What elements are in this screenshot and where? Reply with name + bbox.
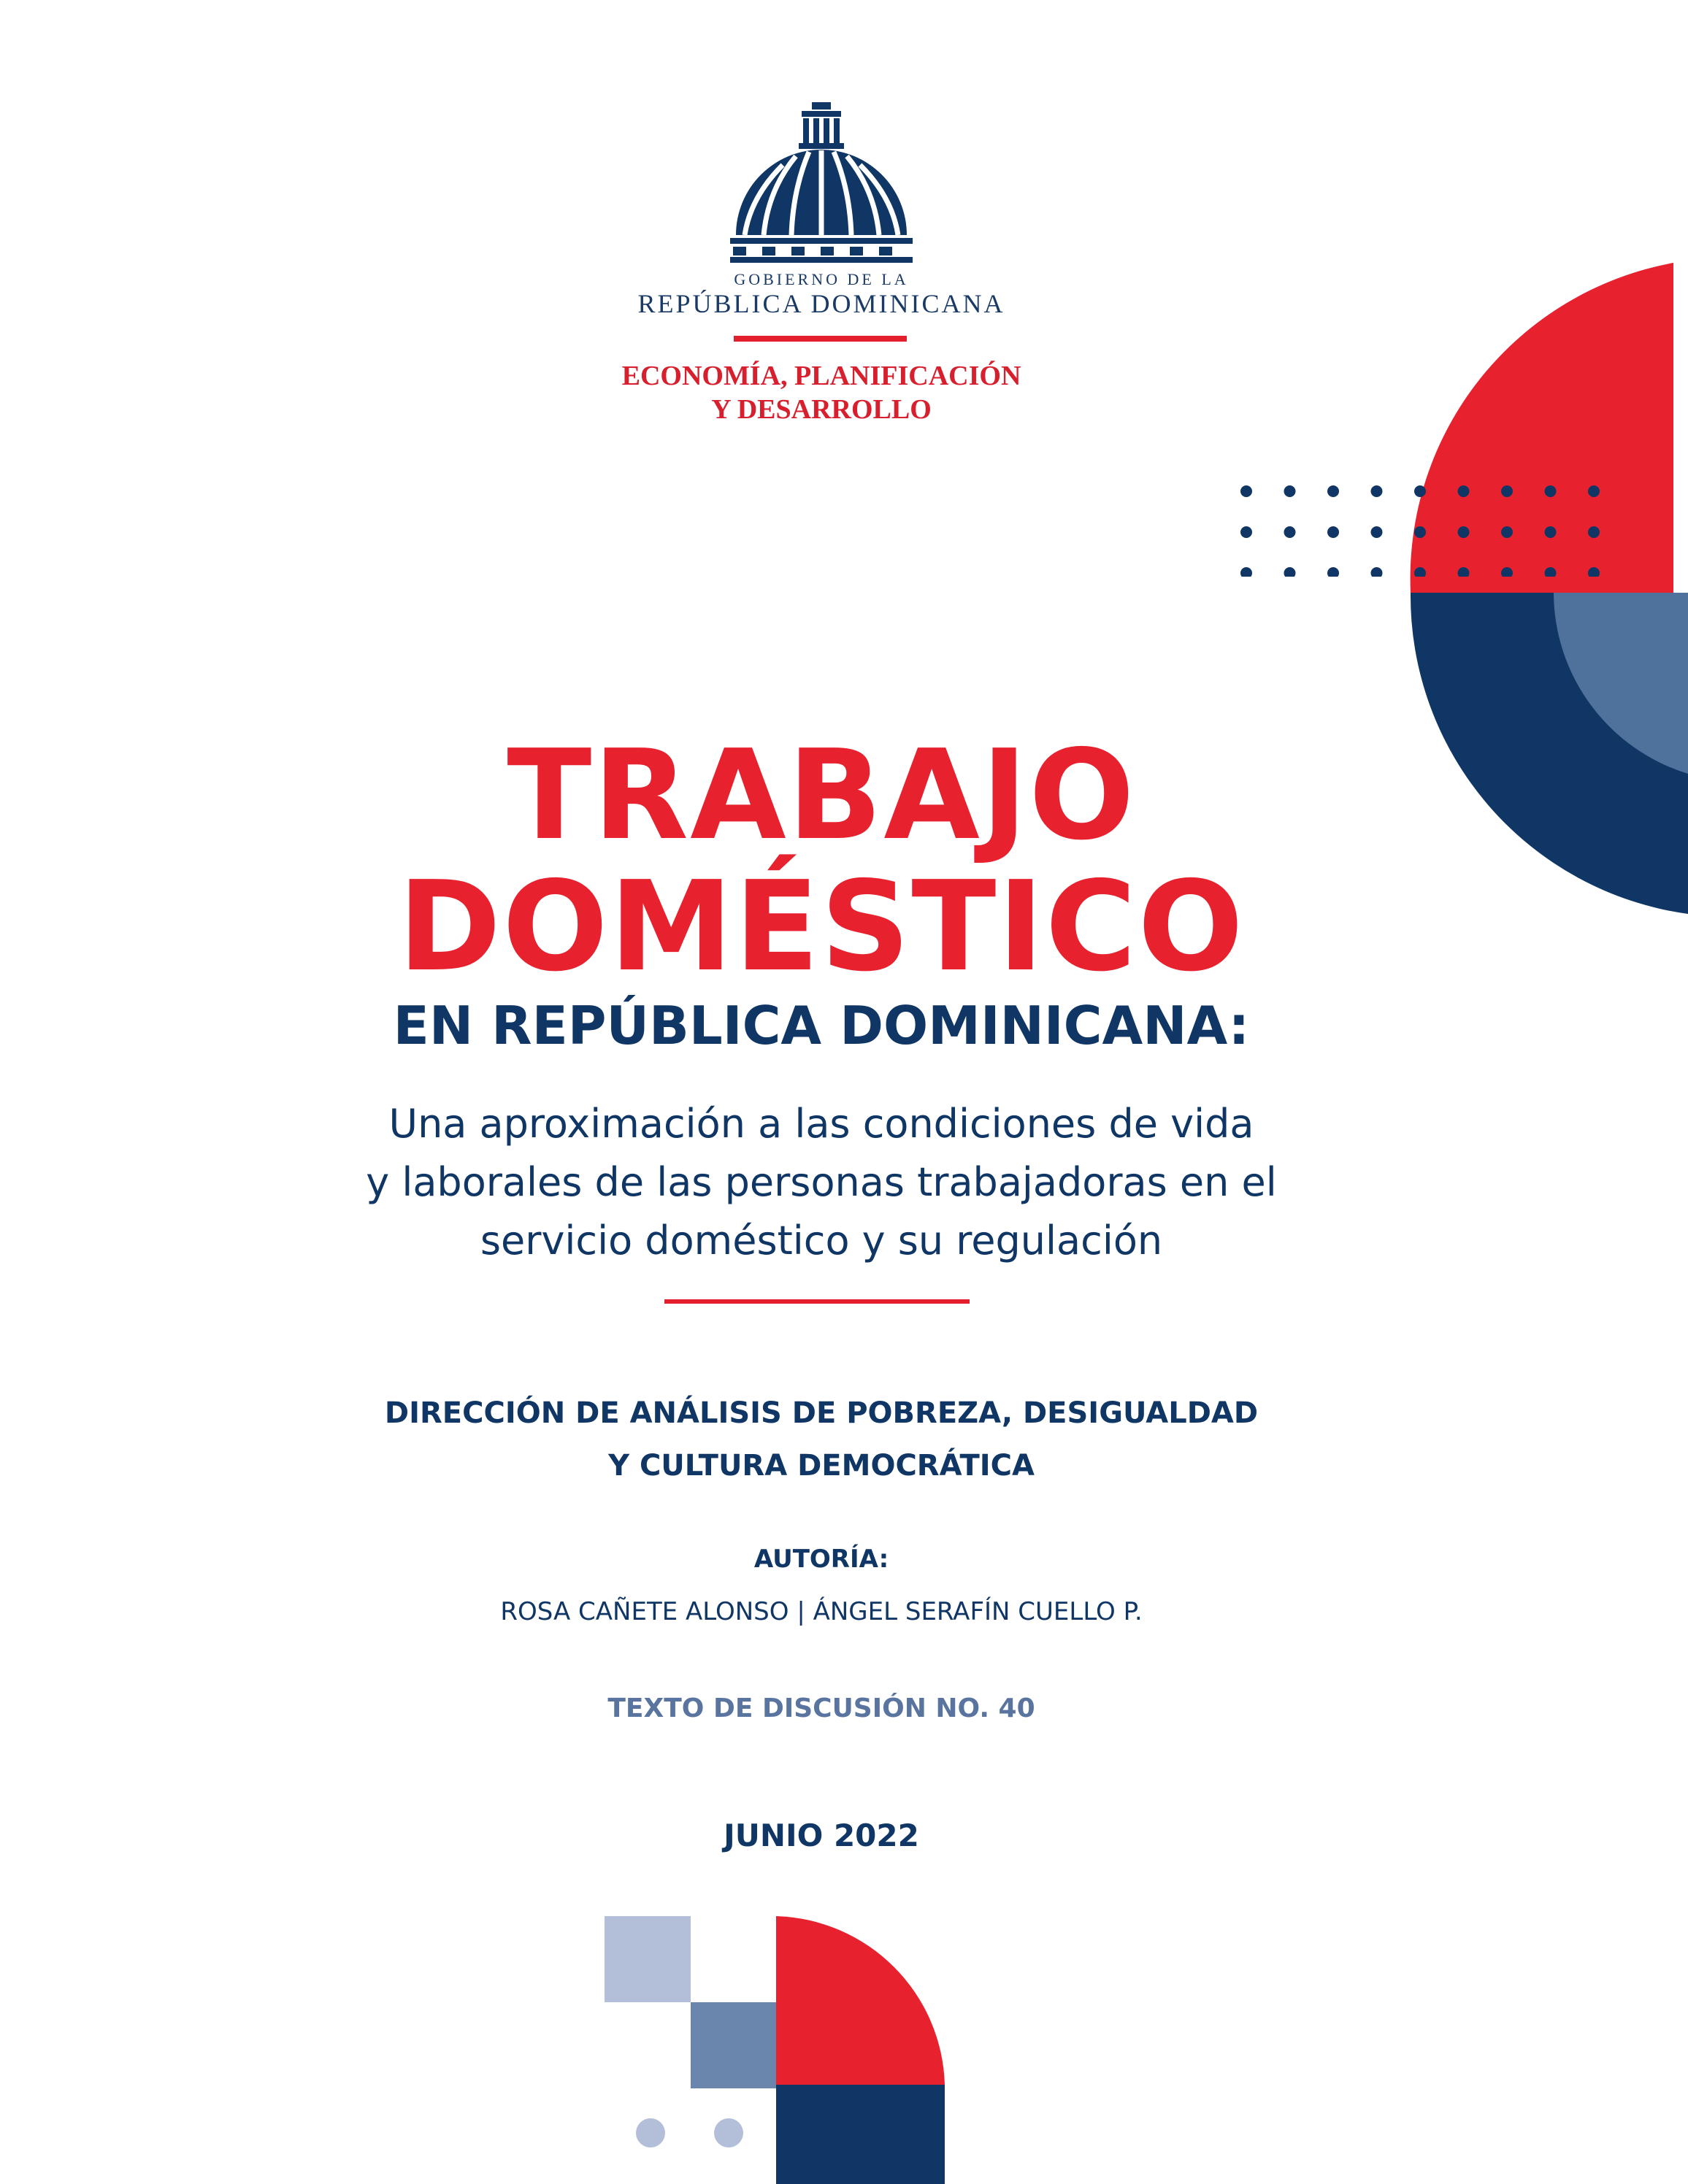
ministry-name — [584, 359, 1059, 426]
authors — [0, 1597, 1643, 1626]
grid-dot — [1458, 485, 1470, 497]
subtitle-line2: y laborales de las personas trabajadoras en el — [366, 1159, 1277, 1205]
gov-line1: GOBIERNO DE LA — [734, 270, 909, 288]
bottom-decoration — [599, 1912, 949, 2184]
series-text: TEXTO DE DISCUSIÓN NO. 40 — [607, 1693, 1035, 1723]
grid-dot — [1327, 485, 1339, 497]
grid-dot — [1414, 485, 1426, 497]
grid-dot — [1371, 567, 1383, 577]
grid-dot — [1501, 485, 1513, 497]
government-logo — [584, 95, 1059, 431]
grid-dot — [1458, 526, 1470, 538]
direction-block — [0, 1387, 1643, 1492]
author-names: ROSA CAÑETE ALONSO | ÁNGEL SERAFÍN CUELLO P. — [500, 1597, 1143, 1626]
grid-dot — [1284, 526, 1296, 538]
direction-line2: Y CULTURA DEMOCRÁTICA — [608, 1449, 1035, 1483]
title-block — [0, 723, 1643, 1058]
grid-dot — [1371, 526, 1383, 538]
grid-dot — [1545, 485, 1557, 497]
grid-dot — [1240, 485, 1252, 497]
grid-dot — [1240, 526, 1252, 538]
publication-date — [0, 1818, 1643, 1853]
authorship-label-text: AUTORÍA: — [753, 1545, 889, 1574]
title-line1: TRABAJO — [507, 723, 1136, 868]
title-line2: DOMÉSTICO — [398, 855, 1245, 999]
grid-dot — [1588, 567, 1600, 577]
date-text: JUNIO 2022 — [724, 1818, 919, 1853]
grid-dot — [1327, 567, 1339, 577]
grid-dot — [1240, 567, 1252, 577]
direction-line1: DIRECCIÓN DE ANÁLISIS DE POBREZA, DESIGUALDAD — [384, 1396, 1259, 1430]
grid-dot — [1371, 485, 1383, 497]
subtitle-line1: Una aproximación a las condiciones de vida — [388, 1101, 1254, 1147]
grid-dot — [1327, 526, 1339, 538]
authorship-label — [0, 1545, 1643, 1574]
grid-dot — [1501, 526, 1513, 538]
ministry-line1: ECONOMÍA, PLANIFICACIÓN — [621, 361, 1021, 391]
title-line3: EN REPÚBLICA DOMINICANA: — [393, 995, 1250, 1056]
grid-dot — [1458, 567, 1470, 577]
grid-dot — [1545, 526, 1557, 538]
grid-dot — [1545, 567, 1557, 577]
grid-dot — [1501, 567, 1513, 577]
ministry-line2: Y DESARROLLO — [711, 394, 932, 425]
subtitle-block — [0, 1095, 1643, 1270]
grid-dot — [1284, 485, 1296, 497]
grid-dot — [1414, 526, 1426, 538]
grid-dot — [1284, 567, 1296, 577]
grid-dot — [1588, 485, 1600, 497]
grid-dot — [1588, 526, 1600, 538]
dot-grid — [1234, 482, 1614, 577]
dome-icon — [730, 102, 913, 264]
logo-divider — [734, 336, 907, 342]
gov-line2: REPÚBLICA DOMINICANA — [637, 289, 1005, 318]
subtitle-line3: servicio doméstico y su regulación — [480, 1218, 1163, 1264]
grid-dot — [1414, 567, 1426, 577]
title-divider — [664, 1299, 970, 1304]
series-number — [0, 1693, 1643, 1723]
